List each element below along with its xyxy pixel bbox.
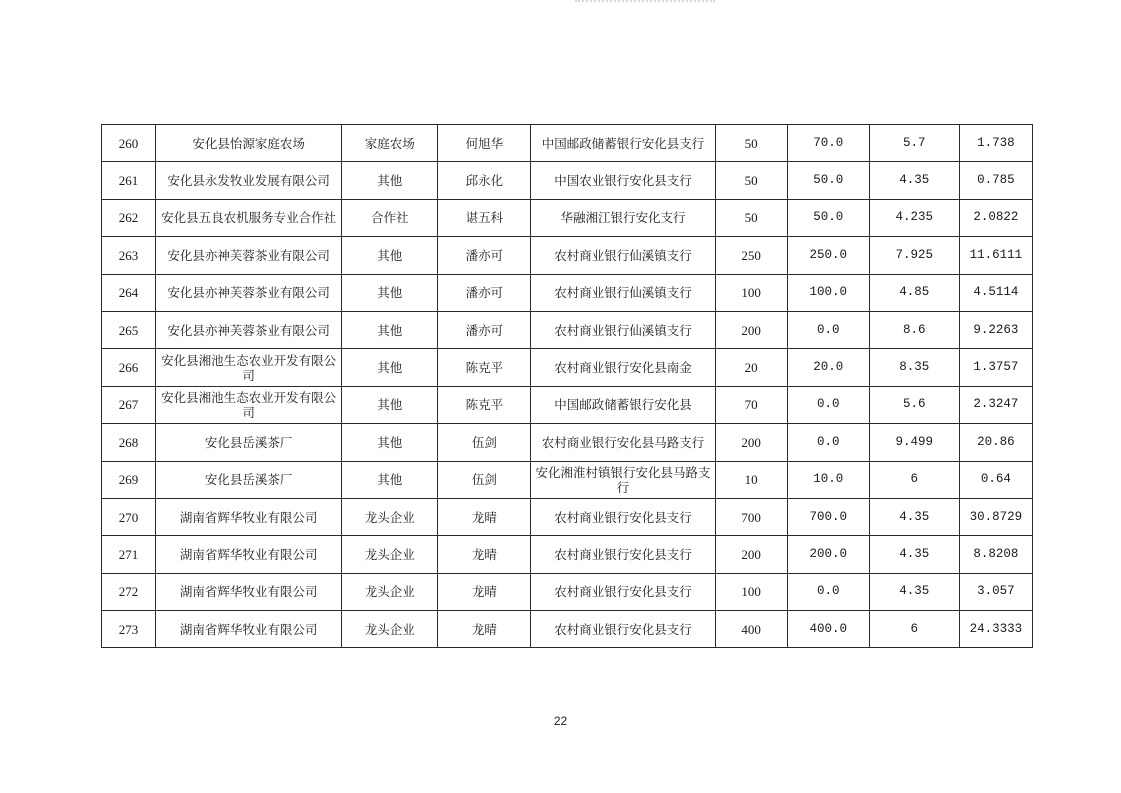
contact-person-cell: 何旭华 [438,125,531,162]
bank-name-cell: 农村商业银行仙溪镇支行 [531,311,715,348]
entity-type-cell: 龙头企业 [342,498,438,535]
row-number-cell: 263 [102,237,156,274]
entity-type-cell: 龙头企业 [342,611,438,648]
loan-balance-cell: 0.0 [787,386,869,423]
company-name-cell: 安化县亦神芙蓉茶业有限公司 [156,237,342,274]
contact-person-cell: 龙晴 [438,573,531,610]
company-name-cell: 湖南省辉华牧业有限公司 [156,611,342,648]
amount-cell: 20 [715,349,787,386]
table-row [102,162,1033,199]
amount-cell: 50 [715,162,787,199]
table-row [102,536,1033,573]
company-name-cell: 安化县岳溪茶厂 [156,461,342,498]
interest-rate-cell: 4.35 [869,498,959,535]
amount-cell: 50 [715,125,787,162]
contact-person-cell: 谌五科 [438,199,531,236]
subsidy-cell: 4.5114 [959,274,1032,311]
scan-artifact [575,0,715,6]
subsidy-cell: 3.057 [959,573,1032,610]
amount-cell: 200 [715,311,787,348]
bank-name-cell: 华融湘江银行安化支行 [531,199,715,236]
amount-cell: 70 [715,386,787,423]
loan-balance-cell: 700.0 [787,498,869,535]
interest-rate-cell: 6 [869,611,959,648]
row-number-cell: 270 [102,498,156,535]
row-number-cell: 271 [102,536,156,573]
contact-person-cell: 伍剑 [438,461,531,498]
bank-name-cell: 农村商业银行安化县南金 [531,349,715,386]
row-number-cell: 266 [102,349,156,386]
amount-cell: 100 [715,274,787,311]
table-row [102,611,1033,648]
row-number-cell: 273 [102,611,156,648]
amount-cell: 200 [715,424,787,461]
company-name-cell: 安化县亦神芙蓉茶业有限公司 [156,274,342,311]
company-name-cell: 湖南省辉华牧业有限公司 [156,573,342,610]
company-name-cell: 安化县永发牧业发展有限公司 [156,162,342,199]
loan-balance-cell: 0.0 [787,311,869,348]
amount-cell: 10 [715,461,787,498]
subsidy-cell: 9.2263 [959,311,1032,348]
loan-balance-cell: 50.0 [787,162,869,199]
amount-cell: 200 [715,536,787,573]
bank-name-cell: 农村商业银行安化县支行 [531,573,715,610]
loan-balance-cell: 400.0 [787,611,869,648]
interest-rate-cell: 6 [869,461,959,498]
entity-type-cell: 其他 [342,386,438,423]
interest-rate-cell: 4.35 [869,162,959,199]
bank-name-cell: 农村商业银行安化县马路支行 [531,424,715,461]
entity-type-cell: 其他 [342,274,438,311]
interest-rate-cell: 5.6 [869,386,959,423]
company-name-cell: 湖南省辉华牧业有限公司 [156,536,342,573]
contact-person-cell: 陈克平 [438,349,531,386]
interest-rate-cell: 7.925 [869,237,959,274]
bank-name-cell: 农村商业银行仙溪镇支行 [531,274,715,311]
interest-rate-cell: 4.35 [869,573,959,610]
table-row [102,237,1033,274]
interest-rate-cell: 5.7 [869,125,959,162]
table-row [102,498,1033,535]
amount-cell: 100 [715,573,787,610]
contact-person-cell: 伍剑 [438,424,531,461]
entity-type-cell: 其他 [342,349,438,386]
table-row [102,199,1033,236]
loan-balance-cell: 10.0 [787,461,869,498]
entity-type-cell: 龙头企业 [342,536,438,573]
entity-type-cell: 其他 [342,311,438,348]
company-name-cell: 安化县湘池生态农业开发有限公司 [156,386,342,423]
table-row [102,424,1033,461]
table-row [102,125,1033,162]
table-row [102,349,1033,386]
entity-type-cell: 家庭农场 [342,125,438,162]
loan-balance-cell: 50.0 [787,199,869,236]
interest-rate-cell: 4.235 [869,199,959,236]
company-name-cell: 安化县亦神芙蓉茶业有限公司 [156,311,342,348]
contact-person-cell: 龙晴 [438,498,531,535]
entity-type-cell: 合作社 [342,199,438,236]
row-number-cell: 261 [102,162,156,199]
subsidy-cell: 2.3247 [959,386,1032,423]
loan-balance-cell: 250.0 [787,237,869,274]
company-name-cell: 安化县五良农机服务专业合作社 [156,199,342,236]
subsidy-cell: 30.8729 [959,498,1032,535]
row-number-cell: 262 [102,199,156,236]
loan-table-body [102,125,1033,648]
contact-person-cell: 潘亦可 [438,311,531,348]
contact-person-cell: 陈克平 [438,386,531,423]
bank-name-cell: 农村商业银行安化县支行 [531,498,715,535]
loan-table [101,124,1033,648]
subsidy-cell: 0.64 [959,461,1032,498]
row-number-cell: 260 [102,125,156,162]
company-name-cell: 安化县怡源家庭农场 [156,125,342,162]
subsidy-cell: 1.3757 [959,349,1032,386]
subsidy-cell: 2.0822 [959,199,1032,236]
subsidy-cell: 0.785 [959,162,1032,199]
amount-cell: 250 [715,237,787,274]
table-row [102,461,1033,498]
amount-cell: 700 [715,498,787,535]
loan-balance-cell: 100.0 [787,274,869,311]
loan-balance-cell: 200.0 [787,536,869,573]
contact-person-cell: 龙晴 [438,611,531,648]
table-row [102,573,1033,610]
entity-type-cell: 其他 [342,461,438,498]
amount-cell: 400 [715,611,787,648]
entity-type-cell: 其他 [342,237,438,274]
table-row [102,311,1033,348]
bank-name-cell: 中国邮政储蓄银行安化县 [531,386,715,423]
table-row [102,386,1033,423]
bank-name-cell: 农村商业银行仙溪镇支行 [531,237,715,274]
subsidy-cell: 20.86 [959,424,1032,461]
subsidy-cell: 1.738 [959,125,1032,162]
loan-balance-cell: 0.0 [787,424,869,461]
entity-type-cell: 龙头企业 [342,573,438,610]
bank-name-cell: 安化湘淮村镇银行安化县马路支行 [531,461,715,498]
interest-rate-cell: 8.6 [869,311,959,348]
page-number: 22 [553,714,568,728]
row-number-cell: 265 [102,311,156,348]
row-number-cell: 272 [102,573,156,610]
contact-person-cell: 潘亦可 [438,237,531,274]
loan-balance-cell: 70.0 [787,125,869,162]
row-number-cell: 267 [102,386,156,423]
subsidy-cell: 11.6111 [959,237,1032,274]
entity-type-cell: 其他 [342,424,438,461]
interest-rate-cell: 4.85 [869,274,959,311]
company-name-cell: 安化县岳溪茶厂 [156,424,342,461]
subsidy-cell: 24.3333 [959,611,1032,648]
loan-balance-cell: 0.0 [787,573,869,610]
bank-name-cell: 农村商业银行安化县支行 [531,536,715,573]
subsidy-cell: 8.8208 [959,536,1032,573]
contact-person-cell: 潘亦可 [438,274,531,311]
amount-cell: 50 [715,199,787,236]
loan-balance-cell: 20.0 [787,349,869,386]
company-name-cell: 湖南省辉华牧业有限公司 [156,498,342,535]
contact-person-cell: 邱永化 [438,162,531,199]
row-number-cell: 268 [102,424,156,461]
interest-rate-cell: 9.499 [869,424,959,461]
interest-rate-cell: 4.35 [869,536,959,573]
row-number-cell: 264 [102,274,156,311]
bank-name-cell: 中国邮政储蓄银行安化县支行 [531,125,715,162]
row-number-cell: 269 [102,461,156,498]
table-row [102,274,1033,311]
entity-type-cell: 其他 [342,162,438,199]
interest-rate-cell: 8.35 [869,349,959,386]
bank-name-cell: 中国农业银行安化县支行 [531,162,715,199]
contact-person-cell: 龙晴 [438,536,531,573]
company-name-cell: 安化县湘池生态农业开发有限公司 [156,349,342,386]
bank-name-cell: 农村商业银行安化县支行 [531,611,715,648]
